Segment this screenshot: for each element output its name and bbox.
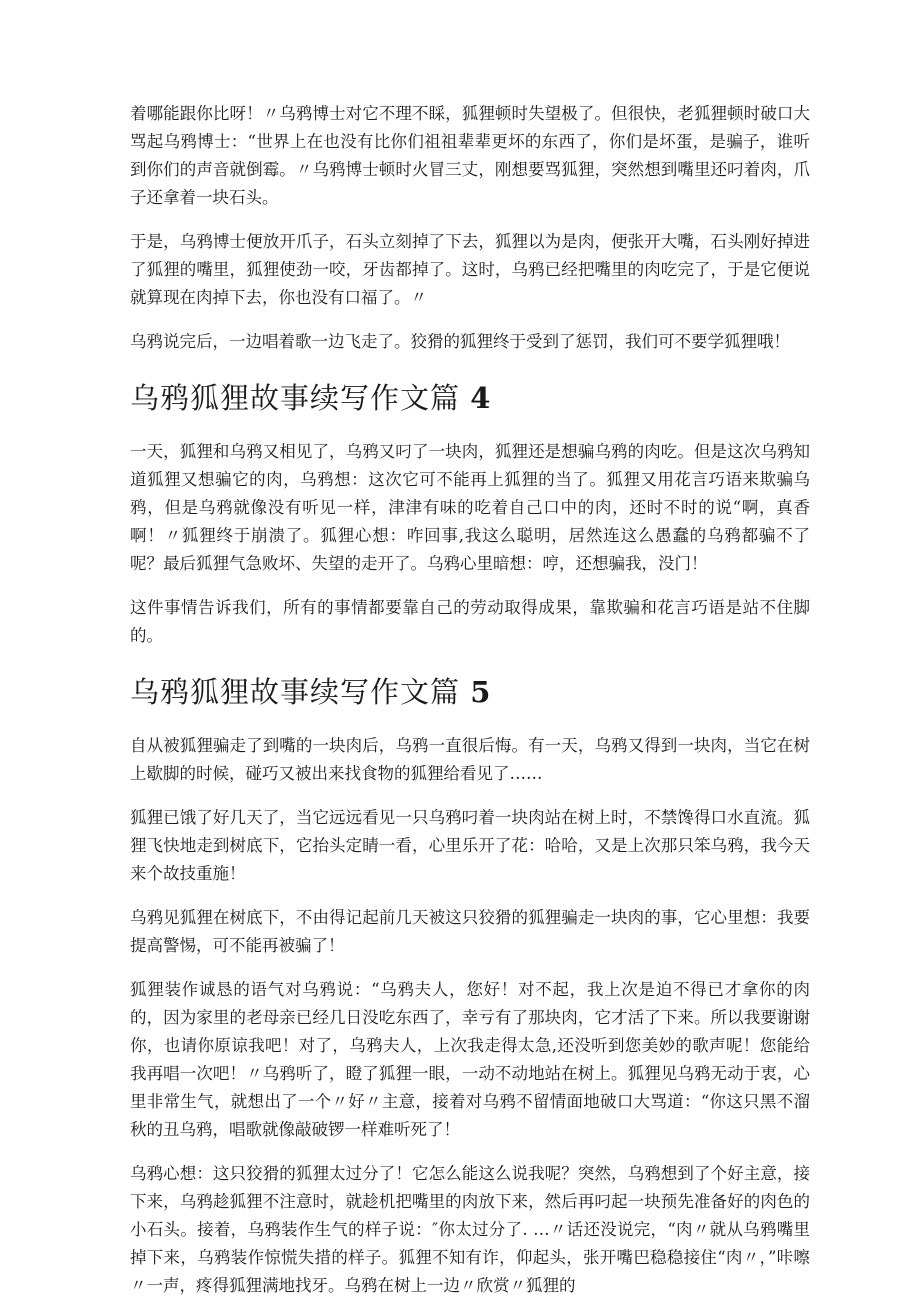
document-page [130,100,810,1316]
section-5-title: 乌鸦狐狸故事续写作文篇 [130,675,461,709]
section-4-heading [130,378,810,418]
paragraph: 这件事情告诉我们，所有的事情都要靠自己的劳动取得成果，靠欺骗和花言巧语是站不住脚的。 [130,598,810,645]
section-4-number: 4 [470,381,492,415]
paragraph: 乌鸦说完后，一边唱着歌一边飞走了。狡猾的狐狸终于受到了惩罚，我们可不要学狐狸哦！ [130,332,790,351]
paragraph: 狐狸装作诚恳的语气对乌鸦说：“乌鸦夫人，您好！对不起，我上次是迫不得已才拿你的肉的，因为家里的老母亲已经几日没吃东西了，幸亏有了那块肉，它才活了下来。所以我要谢谢你，也请你原谅我吧！对了，乌鸦夫人，上次我走得太急,还没听到您美妙的歌声呢！您能给我再唱一次吧！〃乌鸦听了，瞪了狐狸一眼，一动不动地站在树上。狐狸见乌鸦无动于衷，心里非常生气，就想出了一个〃好〃主意，接着对乌鸦不留情面地破口大骂道：“你这只黑不溜秋的丑乌鸦，唱歌就像敲破锣一样难听死了！ [130,980,810,1139]
paragraph: 一天，狐狸和乌鸦又相见了，乌鸦又叼了一块肉，狐狸还是想骗乌鸦的肉吃。但是这次乌鸦知道狐狸又想骗它的肉，乌鸦想：这次它可不能再上狐狸的当了。狐狸又用花言巧语来欺骗乌鸦，但是乌鸦就像没有听见一样，津津有味的吃着自己口中的肉，还时不时的说“啊，真香啊！〃狐狸终于崩溃了。狐狸心想：咋回事,我这么聪明，居然连这么愚蠢的乌鸦都骗不了呢？最后狐狸气急败坏、失望的走开了。乌鸦心里暗想：哼，还想骗我，没门！ [130,442,810,573]
paragraph: 自从被狐狸骗走了到嘴的一块肉后，乌鸦一直很后悔。有一天，乌鸦又得到一块肉，当它在树上歇脚的时候，碰巧又被出来找食物的狐狸给看见了…… [130,736,810,783]
section-5-heading [130,672,810,712]
paragraph: 着哪能跟你比呀！〃乌鸦博士对它不理不睬，狐狸顿时失望极了。但很快，老狐狸顿时破口大骂起乌鸦博士：“世界上在也没有比你们祖祖辈辈更坏的东西了，你们是坏蛋，是骗子，谁听到你们的声音就倒霉。〃乌鸦博士顿时火冒三丈，刚想要骂狐狸，突然想到嘴里还叼着肉，爪子还拿着一块石头。 [130,104,810,207]
section-4-title: 乌鸦狐狸故事续写作文篇 [130,381,461,415]
paragraph: 乌鸦心想：这只狡猾的狐狸太过分了！它怎么能这么说我呢？突然，乌鸦想到了个好主意，接下来，乌鸦趁狐狸不注意时，就趁机把嘴里的肉放下来，然后再叼起一块预先准备好的肉色的小石头。接着，乌鸦装作生气的样子说：″你太过分了. …〃话还没说完，“肉〃就从乌鸦嘴里掉下来，乌鸦装作惊慌失措的样子。狐狸不知有诈，仰起头，张开嘴巴稳稳接住“肉〃，”咔嚓〃一声，疼得狐狸满地找牙。乌鸦在树上一边〃欣赏〃狐狸的 [130,1164,810,1295]
paragraph: 乌鸦见狐狸在树底下，不由得记起前几天被这只狡猾的狐狸骗走一块肉的事，它心里想：我要提高警惕，可不能再被骗了！ [130,908,810,955]
section-5-number: 5 [470,675,492,709]
paragraph: 于是，乌鸦博士便放开爪子，石头立刻掉了下去，狐狸以为是肉，便张开大嘴，石头刚好掉进了狐狸的嘴里，狐狸使劲一咬，牙齿都掉了。这时，乌鸦已经把嘴里的肉吃完了，于是它便说就算现在肉掉下去，你也没有口福了。〃 [130,232,810,307]
paragraph: 狐狸已饿了好几天了，当它远远看见一只乌鸦叼着一块肉站在树上时，不禁馋得口水直流。狐狸飞快地走到树底下，它抬头定睛一看，心里乐开了花：哈哈，又是上次那只笨乌鸦，我今天来个故技重施！ [130,808,810,883]
